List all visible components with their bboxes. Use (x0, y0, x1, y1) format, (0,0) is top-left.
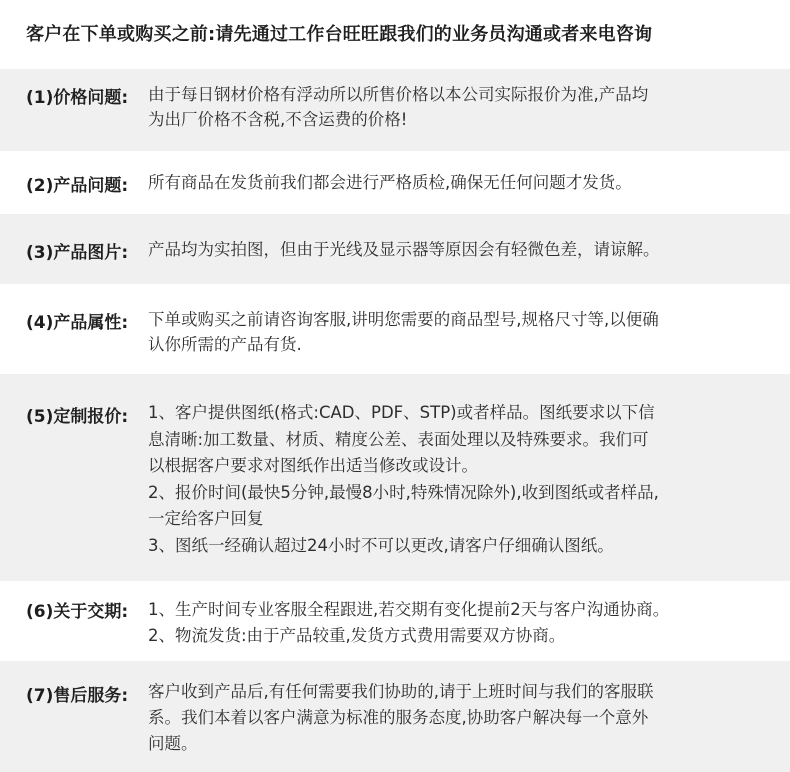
section-line: 认你所需的产品有货. (148, 335, 302, 354)
section-label: (7)售后服务: (26, 686, 129, 706)
header-title: 客户在下单或购买之前:请先通过工作台旺旺跟我们的业务员沟通或者来电咨询 (26, 24, 653, 45)
header (0, 0, 790, 68)
section-line: 所有商品在发货前我们都会进行严格质检,确保无任何问题才发货。 (148, 173, 632, 192)
section-line: 一定给客户回复 (148, 509, 264, 528)
section-label: (4)产品属性: (26, 313, 129, 333)
section-line: 由于每日钢材价格有浮动所以所售价格以本公司实际报价为准,产品均 (148, 85, 649, 104)
section-label: (1)价格问题: (26, 88, 129, 108)
section-line: 问题。 (148, 734, 198, 753)
section-line: 1、客户提供图纸(格式:CAD、PDF、STP)或者样品。图纸要求以下信 (148, 403, 655, 422)
section-label: (5)定制报价: (26, 407, 129, 427)
section-line: 产品均为实拍图，但由于光线及显示器等原因会有轻微色差，请谅解。 (148, 240, 660, 259)
section-line: 2、物流发货:由于产品较重,发货方式费用需要双方协商。 (148, 626, 566, 645)
section-line: 2、报价时间(最快5分钟,最慢8小时,特殊情况除外),收到图纸或者样品, (148, 482, 659, 502)
section-body (148, 679, 780, 757)
section-label: (2)产品问题: (26, 176, 129, 196)
section-body (148, 597, 780, 649)
section-body (148, 82, 780, 132)
section-line: 系。我们本着以客户满意为标准的服务态度,协助客户解决每一个意外 (148, 708, 649, 727)
section-label: (6)关于交期: (26, 602, 129, 622)
section-body (148, 307, 780, 357)
section-body (148, 237, 780, 262)
section-line: 1、生产时间专业客服全程跟进,若交期有变化提前2天与客户沟通协商。 (148, 600, 670, 619)
section-body (148, 400, 780, 559)
section-line: 为出厂价格不含税,不含运费的价格! (148, 110, 408, 129)
section-body (148, 170, 780, 195)
section-label: (3)产品图片: (26, 243, 129, 263)
section-line: 下单或购买之前请咨询客服,讲明您需要的商品型号,规格尺寸等,以便确 (148, 310, 659, 329)
section-line: 3、图纸一经确认超过24小时不可以更改,请客户仔细确认图纸。 (148, 535, 614, 555)
section-line: 客户收到产品后,有任何需要我们协助的,请于上班时间与我们的客服联 (148, 682, 654, 701)
section-line: 以根据客户要求对图纸作出适当修改或设计。 (148, 456, 478, 475)
section-line: 息清晰:加工数量、材质、精度公差、表面处理以及特殊要求。我们可 (148, 429, 649, 449)
